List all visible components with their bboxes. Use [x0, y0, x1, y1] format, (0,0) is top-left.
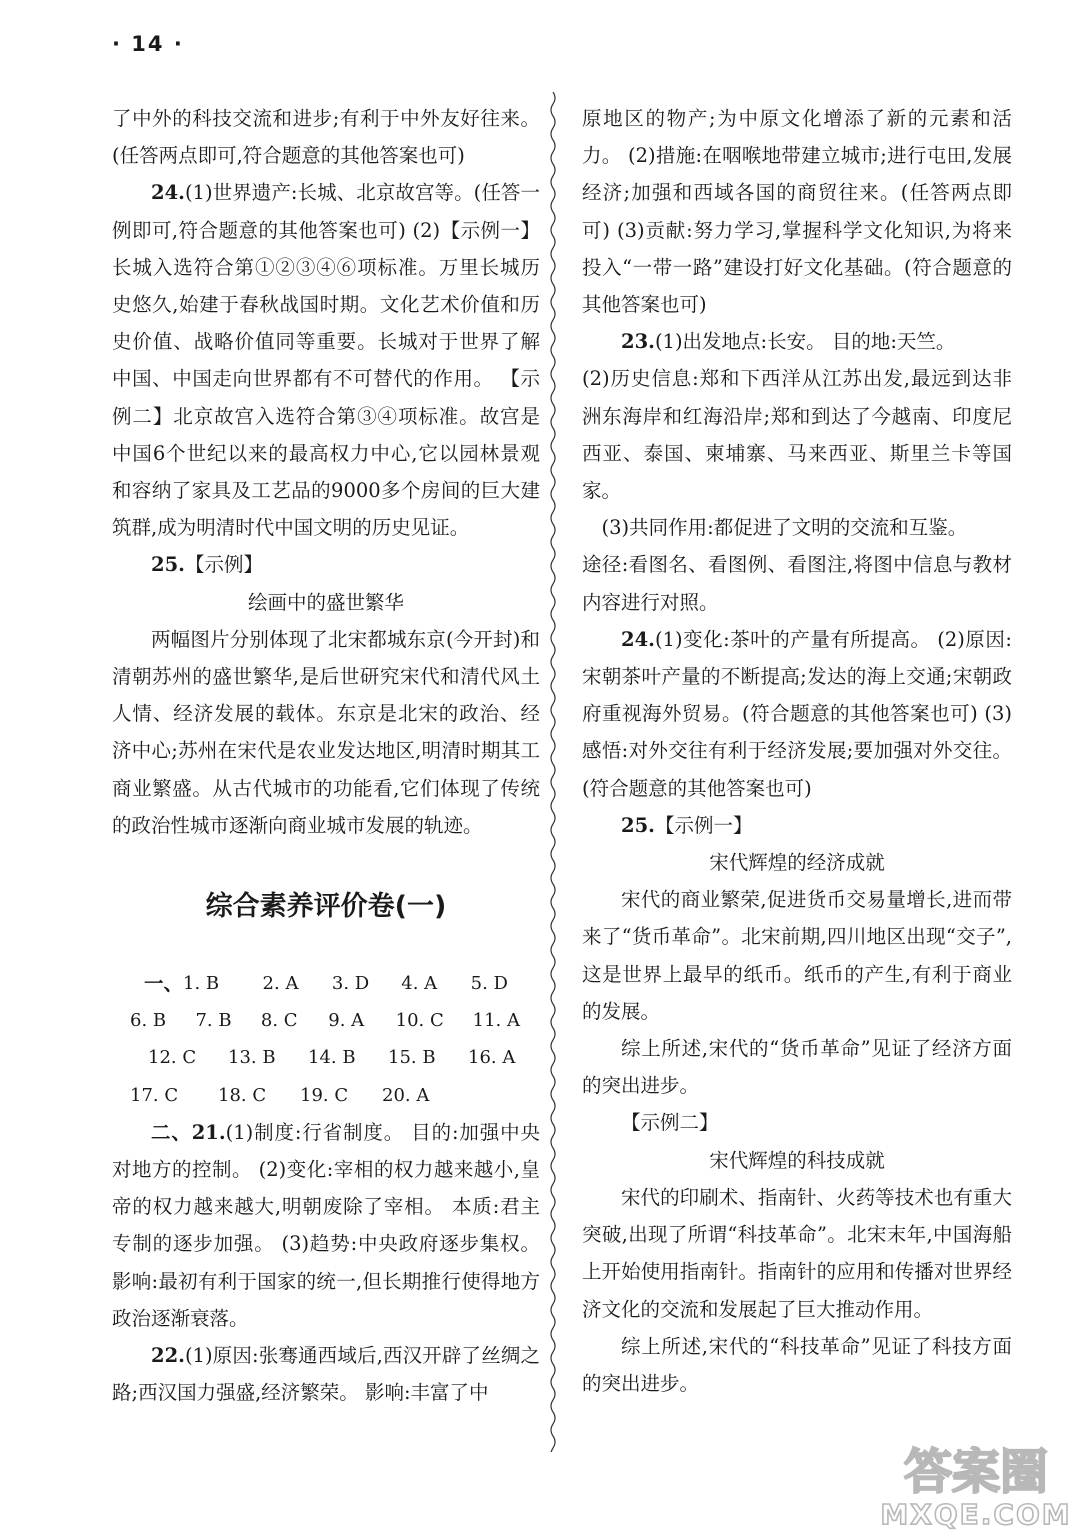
mc-answer: 13. B [228, 1047, 276, 1069]
mc-answer: 14. B [308, 1047, 356, 1069]
q24-number: 24. [151, 181, 185, 205]
mc-row-3 [112, 1039, 540, 1076]
left-continuation: 了中外的科技交流和进步;有利于中外友好往来。(任答两点即可,符合题意的其他答案也可) [112, 107, 540, 168]
right-q25-head [582, 807, 1012, 844]
column-divider [548, 92, 558, 1452]
q23-part1: (1)出发地点:长安。 目的地:天竺。 [654, 330, 956, 354]
r-q25-label-1: 【示例一】 [654, 813, 753, 837]
right-continuation: 原地区的物产;为中原文化增添了新的元素和活力。 (2)措施:在咽喉地带建立城市;进行屯田,发展经济;加强和西域各国的商贸往来。(任答两点即可) (3)贡献:努力学习,掌握科学文化知识,为将来投入“一带一路”建设打好文化基础。(符合题意的其他答案也可) [582, 107, 1012, 317]
watermark-icon [876, 1432, 1076, 1532]
q23-number: 23. [621, 330, 655, 354]
r-q25-label-2: 【示例二】 [621, 1111, 719, 1135]
essay-title-1: 宋代辉煌的经济成就 [709, 851, 885, 875]
mc-answer: 7. B [195, 1010, 232, 1032]
q21-section-lead: 二、 [151, 1120, 192, 1144]
mc-answer: 10. C [395, 1010, 444, 1032]
r-q25-number: 25. [621, 813, 655, 837]
mc-answer: 8. C [260, 1010, 298, 1032]
right-q23c: (3)共同作用:都促进了文明的交流和互鉴。 [601, 516, 968, 540]
q25-essay-title: 绘画中的盛世繁华 [247, 590, 404, 614]
mc-answer: 20. A [382, 1084, 430, 1106]
mc-row-4 [112, 1077, 540, 1114]
mc-answer: 5. D [470, 973, 508, 995]
right-q23b: (2)历史信息:郑和下西洋从江苏出发,最远到达非洲东海岸和红海沿岸;郑和到达了今越南、印度尼西亚、泰国、柬埔寨、马来西亚、斯里兰卡等国家。 [582, 367, 1012, 503]
q24-text: (1)世界遗产:长城、北京故宫等。(任答一例即可,符合题意的其他答案也可) (2)【示例一】长城入选符合第①②③④⑥项标准。万里长城历史悠久,始建于春秋战国时期。文化艺术价值和历史价值、战略价值同等重要。长城对于世界了解中国、中国走向世界都有不可替代的作用。 【示例二】北京故宫入选符合第③④项标准。故宫是中国6个世纪以来的最高权力中心,它以园林景观和容纳了家具及工艺品的9000多个房间的巨大建筑群,成为明清时代中国文明的历史见证。 [112, 181, 540, 540]
q22-number: 22. [151, 1344, 185, 1368]
essay-1-body-a: 宋代的商业繁荣,促进货币交易量增长,进而带来了“货币革命”。北宋前期,四川地区出现“交子”,这是世界上最早的纸币。纸币的产生,有利于商业的发展。 [582, 888, 1012, 1023]
right-q23d: 途径:看图名、看图例、看图注,将图中信息与教材内容进行对照。 [582, 553, 1012, 614]
mc-answer: 19. C [300, 1084, 349, 1106]
mc-answer: 15. B [388, 1047, 436, 1069]
q22-text: (1)原因:张骞通西域后,西汉开辟了丝绸之路;西汉国力强盛,经济繁荣。 影响:丰富了中 [112, 1344, 540, 1405]
mc-answer: 6. B [130, 1010, 167, 1032]
left-q24 [112, 174, 540, 546]
mc-answer: 2. A [262, 973, 299, 995]
essay-2-body-a: 宋代的印刷术、指南针、火药等技术也有重大突破,出现了所谓“科技革命”。北宋末年,中国海船上开始使用指南针。指南针的应用和传播对世界经济文化的交流和发展起了巨大推动作用。 [582, 1185, 1012, 1321]
q25-number: 25. [151, 553, 185, 577]
right-q23a [582, 323, 1012, 360]
q25-essay-body: 两幅图片分别体现了北宋都城东京(今开封)和清朝苏州的盛世繁华,是后世研究宋代和清代风土人情、经济发展的载体。东京是北宋的政治、经济中心;苏州在宋代是农业发达地区,明清时期其工商业繁盛。从古代城市的功能看,它们体现了传统的政治性城市逐渐向商业城市发展的轨迹。 [112, 627, 540, 837]
multiple-choice-answers [112, 965, 540, 1114]
mc-answer: 3. D [331, 973, 370, 995]
mc-answer: 16. A [468, 1047, 516, 1069]
watermark-cn: 答案圈 [903, 1444, 1049, 1500]
essay-2-body-b: 综上所述,宋代的“科技革命”见证了科技方面的突出进步。 [582, 1334, 1012, 1395]
r-q24-text: (1)变化:茶叶的产量有所提高。 (2)原因:宋朝茶叶产量的不断提高;发达的海上交通;宋朝政府重视海外贸易。(符合题意的其他答案也可) (3)感悟:对外交往有利于经济发展;要加强对外交往。(符合题意的其他答案也可) [582, 627, 1012, 800]
page-number: · 14 · [112, 32, 184, 56]
q21-number: 21. [191, 1120, 226, 1144]
mc-answer: 17. C [130, 1084, 179, 1106]
mc-section-lead: 一、 [144, 972, 184, 996]
mc-row-1 [112, 965, 540, 1002]
mc-answer: 18. C [218, 1084, 267, 1106]
mc-answer: 4. A [401, 973, 438, 995]
watermark-logo [876, 1432, 1076, 1532]
mc-answer: 12. C [148, 1047, 197, 1069]
mc-row-2 [112, 1002, 540, 1039]
mc-answer: 1. B [183, 973, 220, 995]
mc-answer: 9. A [328, 1010, 365, 1032]
left-q25-head [112, 546, 540, 583]
section-title: 综合素养评价卷(一) [205, 891, 447, 923]
watermark-en: MXQE.COM [880, 1498, 1072, 1531]
r-q24-number: 24. [621, 627, 655, 651]
right-q24 [582, 621, 1012, 807]
q21-text: (1)制度:行省制度。 目的:加强中央对地方的控制。 (2)变化:宰相的权力越来越小,皇帝的权力越来越大,明朝废除了宰相。 本质:君主专制的逐步加强。 (3)趋势:中央政府逐步集权。 影响:最初有利于国家的统一,但长期推行使得地方政治逐渐衰落。 [112, 1120, 540, 1330]
essay-1-body-b: 综上所述,宋代的“货币革命”见证了经济方面的突出进步。 [582, 1037, 1012, 1098]
left-q22 [112, 1337, 540, 1411]
essay-title-2: 宋代辉煌的科技成就 [709, 1148, 885, 1172]
mc-answer: 11. A [472, 1010, 521, 1032]
right-column [582, 100, 1012, 1402]
left-column [112, 100, 540, 1411]
q25-label: 【示例】 [184, 553, 263, 577]
left-q21 [112, 1114, 540, 1337]
